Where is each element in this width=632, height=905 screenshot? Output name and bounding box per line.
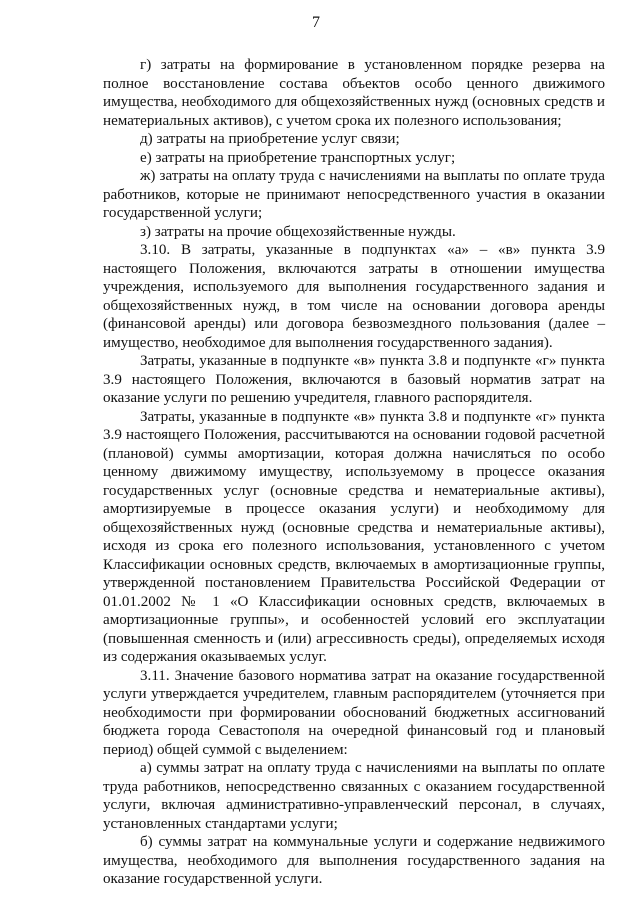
paragraph-d-communication-costs: д) затраты на приобретение услуг связи; [140, 131, 400, 147]
paragraph-a-labor-sums: а) суммы затрат на оплату труда с начислениями на выплаты по оплате труда работников, непосредственно связанных с оказанием государственной услуги, включая административно-управленческий персонал, в случаях, установленных стандартами услуги; [103, 760, 605, 832]
paragraph-zh-labor-costs: ж) затраты на оплату труда с начислениями на выплаты по оплате труда работников, которые не принимают непосредственного участия в оказании государственной услуги; [103, 168, 605, 221]
paragraph-costs-in-base-norm: Затраты, указанные в подпункте «в» пункта 3.8 и подпункте «г» пункта 3.9 настоящего Положения, включаются в базовый норматив затрат на оказание услуги по решению учредителя, главного распорядителя. [103, 353, 605, 406]
paragraph-3-11: 3.11. Значение базового норматива затрат на оказание государственной услуги утверждается учредителем, главным распорядителем (уточняется при необходимости при формировании обоснований бюджетных ассигнований бюджета города Севастополя на очередной финансовый год и плановый период) общей суммой с выделением: [103, 667, 605, 758]
paragraph-3-10: 3.10. В затраты, указанные в подпунктах «а» – «в» пункта 3.9 настоящего Положения, включаются затраты в отношении имущества учреждения, используемого для выполнения государственного задания и общехозяйственных нужд, в том числе на основании договора аренды (финансовой аренды) или договора безвозмездного пользования (далее – имущество, необходимое для выполнения государственного задания). [103, 242, 605, 351]
page-number: 7 [312, 14, 320, 31]
paragraph-depreciation-calculation: Затраты, указанные в подпункте «в» пункта 3.8 и подпункте «г» пункта 3.9 настоящего Положения, рассчитываются на основании годовой расчетной (плановой) суммы амортизации, которая должна начисляться по особо ценному движимому имуществу, используемому в процессе оказания государственных услуг (основные средства и нематериальные активы), амортизируемые в процессе оказания услуги) и необходимому для общехозяйственных нужд (основные средства и нематериальные активы), исходя из срока его полезного использования, установленного с учетом Классификации основных средств, включаемых в амортизационные группы, утвержденной постановлением Правительства Российской Федерации от 01.01.2002 № 1 «О Классификации основных средств, включаемых в амортизационные группы», и особенностей условий его эксплуатации (повышенная сменность и (или) агрессивность среды), определяемых исходя из содержания оказываемых услуг. [103, 408, 605, 665]
document-body [103, 56, 605, 889]
paragraph-z-other-costs: з) затраты на прочие общехозяйственные нужды. [140, 223, 456, 240]
paragraph-g-reserve-costs: г) затраты на формирование в установленном порядке резерва на полное восстановление состава объектов особо ценного движимого имущества, необходимого для общехозяйственных нужд (основных средств и нематериальных активов), с учетом срока их полезного использования; [103, 57, 605, 129]
paragraph-b-utility-sums: б) суммы затрат на коммунальные услуги и содержание недвижимого имущества, необходимого для выполнения государственного задания на оказание государственной услуги. [103, 834, 605, 887]
paragraph-e-transport-costs: е) затраты на приобретение транспортных услуг; [140, 149, 456, 166]
